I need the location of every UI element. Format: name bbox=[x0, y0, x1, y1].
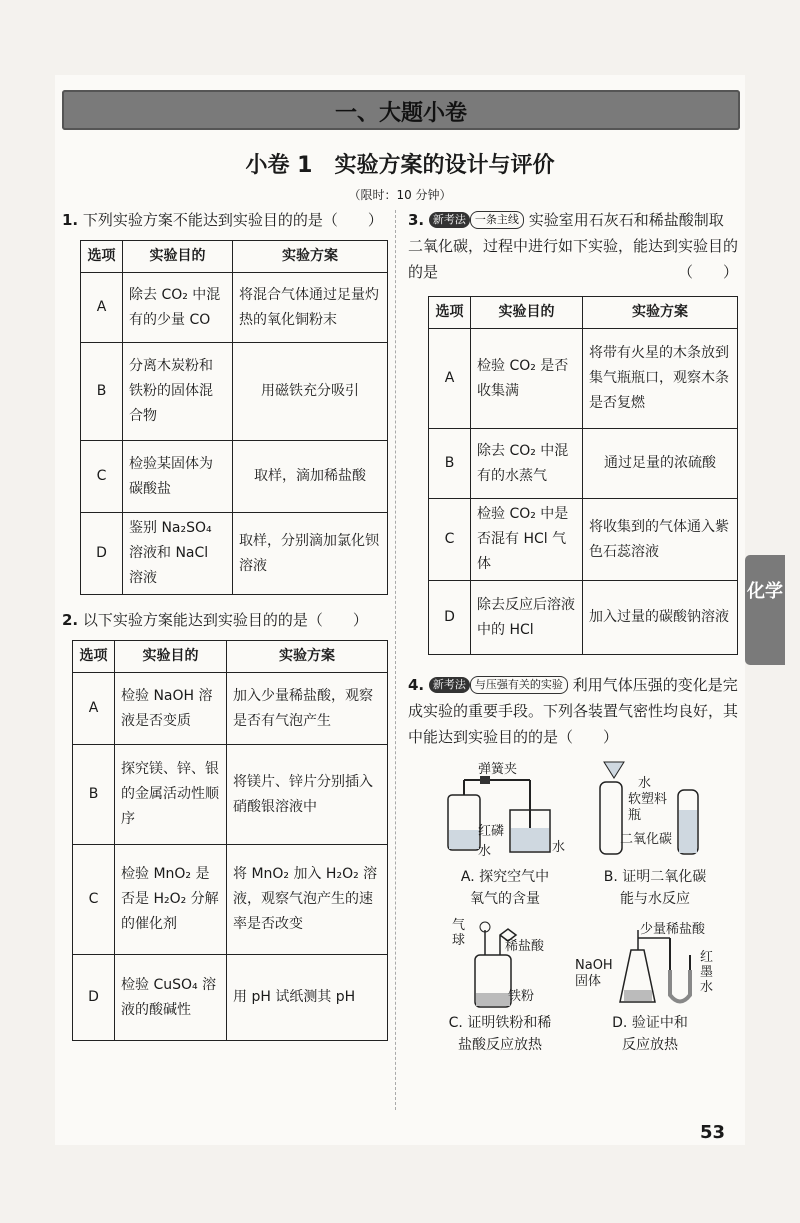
section-banner bbox=[62, 90, 740, 130]
table-row: A 检验 CO₂ 是否收集满 将带有火星的木条放到集气瓶瓶口，观察木条是否复燃 bbox=[429, 329, 738, 429]
label-bottle: 软塑料瓶 bbox=[628, 792, 668, 823]
question-stem: 下列实验方案不能达到实验目的的是（ ） bbox=[82, 211, 383, 229]
table-row: A 检验 NaOH 溶液是否变质 加入少量稀盐酸，观察是否有气泡产生 bbox=[73, 673, 388, 745]
new-method-tag: 新考法 bbox=[429, 212, 470, 228]
q3-table bbox=[428, 296, 738, 655]
topic-tag: 与压强有关的实验 bbox=[470, 676, 568, 694]
question-number: 1. bbox=[62, 211, 79, 229]
question-3 bbox=[408, 207, 738, 285]
table-row: B 探究镁、锌、银的金属活动性顺序 将镁片、锌片分别插入硝酸银溶液中 bbox=[73, 745, 388, 845]
topic-tag: 一条主线 bbox=[470, 211, 524, 229]
label-clip: 弹簧夹 bbox=[478, 762, 518, 777]
caption-d: D. 验证中和 反应放热 bbox=[612, 1015, 688, 1053]
table-row: C 检验某固体为碳酸盐 取样，滴加稀盐酸 bbox=[81, 441, 388, 513]
subject-tab: 化学 bbox=[745, 555, 785, 665]
question-stem: 实验室用石灰石和稀盐酸制取二氧化碳，过程中进行如下实验，能达到实验目的的是 bbox=[408, 211, 739, 281]
label-acid: 稀盐酸 bbox=[505, 939, 545, 954]
table-row: B 除去 CO₂ 中混有的水蒸气 通过足量的浓硫酸 bbox=[429, 429, 738, 499]
question-2 bbox=[62, 607, 392, 633]
label-acid: 少量稀盐酸 bbox=[640, 922, 706, 937]
label-balloon: 气球 bbox=[452, 918, 466, 948]
table-row: D 检验 CuSO₄ 溶液的酸碱性 用 pH 试纸测其 pH bbox=[73, 955, 388, 1041]
table-row: A 除去 CO₂ 中混有的少量 CO 将混合气体通过足量灼热的氧化铜粉末 bbox=[81, 273, 388, 343]
answer-paren: （ ） bbox=[677, 263, 738, 281]
question-number: 2. bbox=[62, 611, 79, 629]
question-1 bbox=[62, 207, 392, 233]
caption-a: A. 探究空气中 氧气的含量 bbox=[460, 869, 550, 907]
table-row: C 检验 MnO₂ 是否是 H₂O₂ 分解的催化剂 将 MnO₂ 加入 H₂O₂ 溶液，观察气泡产生的速率是否改变 bbox=[73, 845, 388, 955]
table-row: D 除去反应后溶液中的 HCl 加入过量的碳酸钠溶液 bbox=[429, 581, 738, 655]
question-stem: 以下实验方案能达到实验目的的是（ ） bbox=[82, 611, 368, 629]
label-water: 水 bbox=[478, 844, 492, 859]
table-row: C 检验 CO₂ 中是否混有 HCl 气体 将收集到的气体通入紫色石蕊溶液 bbox=[429, 499, 738, 581]
header-purpose: 实验目的 bbox=[123, 241, 233, 273]
page-number: 53 bbox=[700, 1122, 726, 1143]
label-ink: 红墨水 bbox=[700, 950, 714, 995]
header-plan: 实验方案 bbox=[233, 241, 388, 273]
table-header-row: 选项 实验目的 实验方案 bbox=[73, 641, 388, 673]
question-number: 3. bbox=[408, 211, 425, 229]
apparatus-a-diagram bbox=[440, 770, 570, 860]
column-divider bbox=[395, 210, 396, 1110]
label-iron: 铁粉 bbox=[508, 989, 535, 1004]
question-stem: 利用气体压强的变化是完成实验的重要手段。下列各装置气密性均良好，其中能达到实验目的的是（ ） bbox=[408, 676, 739, 746]
new-method-tag: 新考法 bbox=[429, 677, 470, 693]
table-row: B 分离木炭粉和铁粉的固体混合物 用磁铁充分吸引 bbox=[81, 343, 388, 441]
table-row: D 鉴别 Na₂SO₄ 溶液和 NaCl 溶液 取样，分别滴加氯化钡溶液 bbox=[81, 513, 388, 595]
caption-c: C. 证明铁粉和稀 盐酸反应放热 bbox=[448, 1015, 552, 1053]
caption-b: B. 证明二氧化碳 能与水反应 bbox=[603, 869, 707, 907]
label-water: 水 bbox=[638, 776, 652, 791]
header-option: 选项 bbox=[81, 241, 123, 273]
label-phosphorus: 红磷 bbox=[478, 824, 505, 839]
q2-table bbox=[72, 640, 388, 1041]
label-water: 水 bbox=[552, 840, 566, 855]
label-co2: 二氧化碳 bbox=[620, 832, 673, 847]
banner-title: 一、大题小卷 bbox=[334, 101, 467, 126]
question-number: 4. bbox=[408, 676, 425, 694]
label-naoh: NaOH固体 bbox=[575, 958, 613, 989]
table-header-row bbox=[81, 241, 388, 273]
q1-table bbox=[80, 240, 388, 595]
page-title: 小卷 1 实验方案的设计与评价 bbox=[245, 153, 555, 178]
time-limit: （限时：10 分钟） bbox=[348, 188, 452, 202]
table-header-row: 选项 实验目的 实验方案 bbox=[429, 297, 738, 329]
question-4 bbox=[408, 672, 738, 750]
